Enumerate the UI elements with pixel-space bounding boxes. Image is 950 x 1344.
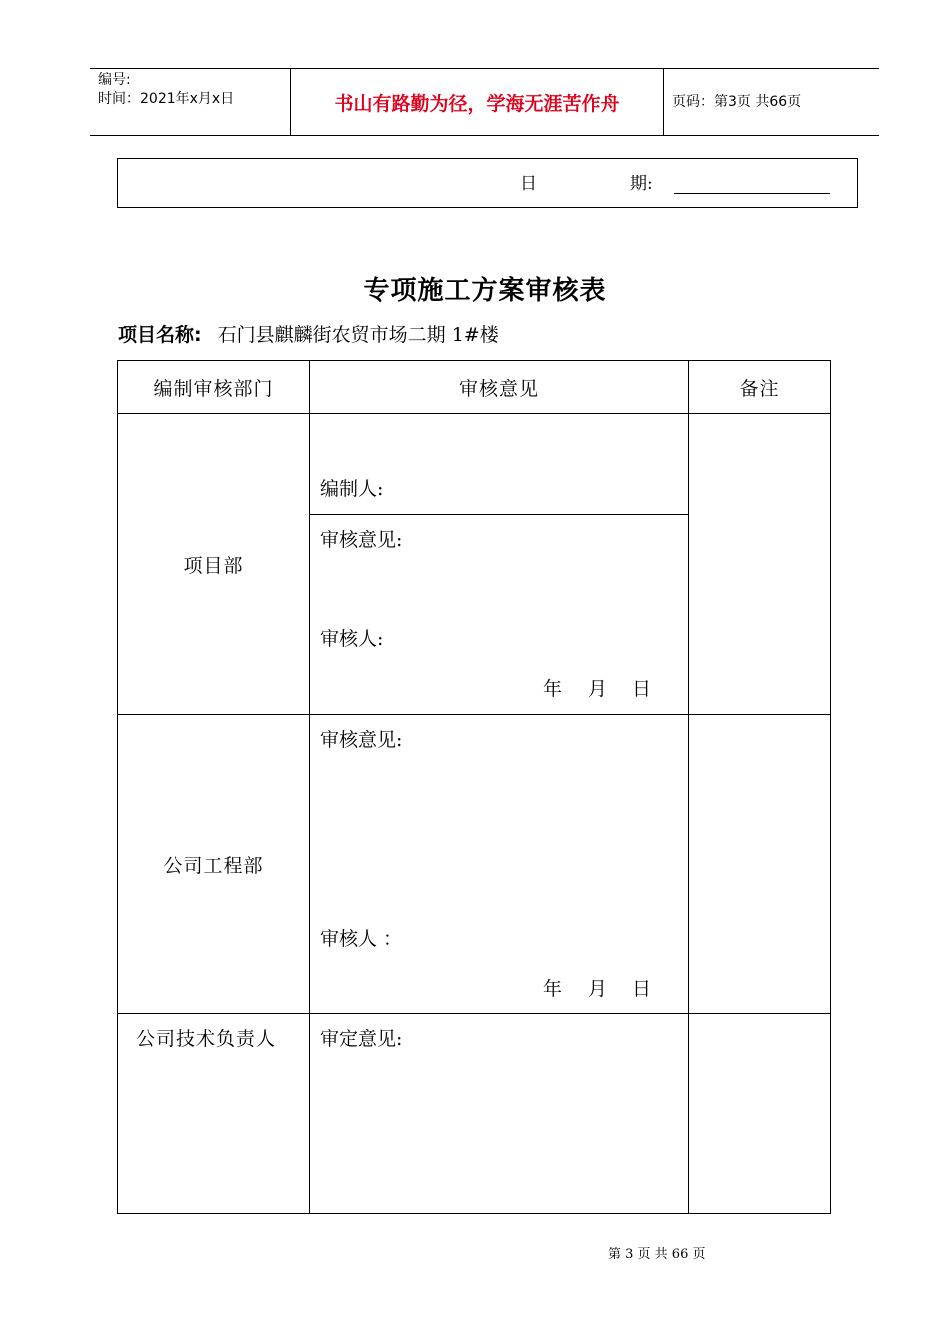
project-date-day: 日: [632, 678, 652, 700]
project-opinion-label: 审核意见:: [320, 529, 403, 551]
col-divider-2: [688, 360, 689, 1214]
engineering-opinion-label: 审核意见:: [320, 729, 403, 751]
date-underline[interactable]: [674, 193, 830, 194]
header-remark-text: 备注: [739, 377, 780, 400]
serial-label: 编号:: [98, 72, 131, 88]
page-footer: 第 3 页 共 66 页: [608, 1247, 706, 1262]
project-label: 项目名称:: [118, 324, 202, 346]
dept-project-text: 项目部: [183, 554, 244, 577]
dept-tech-lead: 公司技术负责人: [136, 1028, 277, 1050]
tech-lead-opinion-label: 审定意见:: [320, 1028, 403, 1050]
title-wrap: [0, 268, 950, 308]
page-label: 页码：第3页 共66页: [672, 94, 802, 110]
header-bottom-rule: [90, 135, 879, 136]
header-opinion-text: 审核意见: [458, 377, 539, 400]
dept-engineering: [118, 715, 309, 1013]
date-label-day: 日: [520, 174, 537, 194]
header-remark: [689, 361, 830, 413]
engineering-date-day: 日: [632, 978, 652, 1000]
header-dept-text: 编制审核部门: [153, 377, 274, 400]
dept-project: [118, 414, 309, 714]
engineering-reviewer-label: 审核人 ：: [320, 928, 403, 950]
project-reviewer-label: 审核人:: [320, 628, 384, 650]
section-divider-2: [117, 1013, 831, 1014]
compiler-divider: [309, 514, 688, 515]
project-line: [118, 326, 499, 345]
header-divider-2: [663, 68, 664, 136]
project-value: 石门县麒麟街农贸市场二期 1#楼: [217, 324, 499, 346]
col-divider-1: [309, 360, 310, 1214]
motto-cell: [291, 69, 663, 135]
page-title: 专项施工方案审核表: [363, 275, 607, 306]
header-opinion: [310, 361, 688, 413]
engineering-date-month: 月: [588, 978, 608, 1000]
date-box: [117, 158, 858, 208]
compiler-label: 编制人:: [320, 478, 384, 500]
project-date-month: 月: [588, 678, 608, 700]
header-dept: [118, 361, 309, 413]
project-date-year: 年: [543, 678, 563, 700]
motto-text: 书山有路勤为径，学海无涯苦作舟: [334, 92, 620, 115]
time-label: 时间：2021年x月x日: [98, 91, 235, 107]
dept-engineering-text: 公司工程部: [163, 854, 264, 877]
date-label-period: 期:: [630, 174, 653, 194]
engineering-date-year: 年: [543, 978, 563, 1000]
